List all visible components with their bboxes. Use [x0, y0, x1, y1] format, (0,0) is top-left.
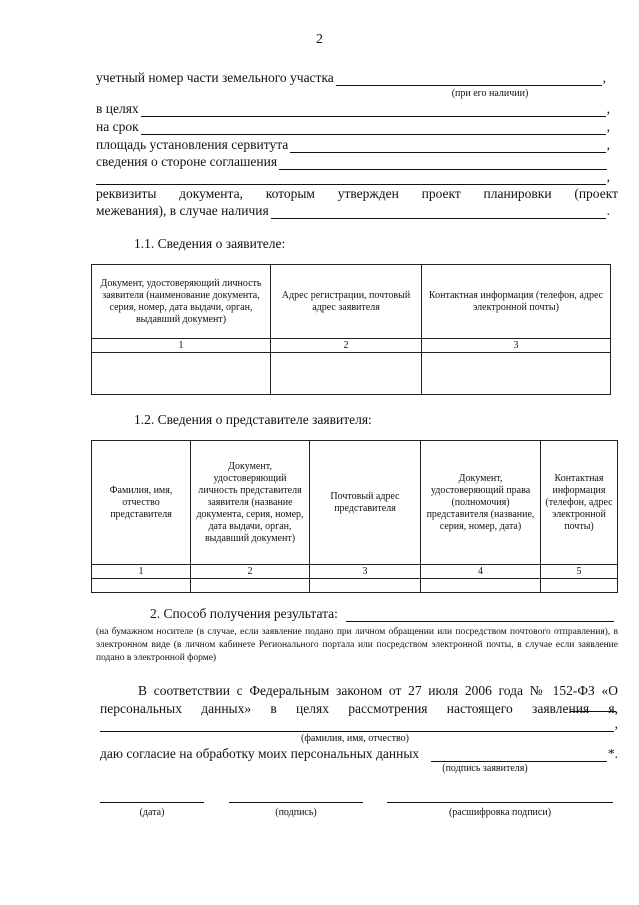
- applicant-table: [91, 264, 611, 395]
- table-number-cell: 5: [541, 565, 618, 579]
- table-cell: [191, 579, 310, 593]
- field-underline: [346, 609, 614, 622]
- field-punctuation: ,: [606, 119, 610, 134]
- table-header-cell: Документ, удостоверяющий личность заявителя (наименование документа, серия, номер, дата выдачи, орган, выдавший документ): [92, 265, 271, 339]
- table-cell: [422, 353, 611, 395]
- table-number-cell: 2: [191, 565, 310, 579]
- field-underline: [290, 140, 605, 153]
- table-header-cell: Фамилия, имя, отчество представителя: [92, 441, 191, 565]
- planning-line-1: реквизиты документа, которым утвержден проект планировки (проект: [96, 186, 618, 201]
- field-label: 2. Способ получения результата:: [150, 606, 338, 621]
- field-underline: [141, 104, 606, 117]
- field-label: сведения о стороне соглашения: [96, 154, 278, 169]
- table-header-cell: Контактная информация (телефон, адрес электронной почты): [422, 265, 611, 339]
- field-label: межевания), в случае наличия: [96, 203, 269, 218]
- field-underline: [271, 206, 606, 219]
- field-underline: [141, 122, 606, 135]
- field-punctuation: ,: [614, 716, 618, 731]
- table-row: [92, 353, 611, 395]
- consent-name-start-line: [570, 711, 616, 712]
- table-header-cell: Документ, удостоверяющий права (полномочия) представителя (название, серия, номер, дата): [421, 441, 541, 565]
- table-number-cell: 1: [92, 339, 271, 353]
- table-header-cell: Документ, удостоверяющий личность представителя заявителя (название документа, серия, номер, дата выдачи, орган, выдавший документ): [191, 441, 310, 565]
- table-header-cell: Контактная информация (телефон, адрес электронной почты): [541, 441, 618, 565]
- field-label: учетный номер части земельного участка: [96, 70, 334, 85]
- field-consent-agree: [100, 746, 618, 762]
- field-label: в целях: [96, 101, 139, 116]
- table-header-row: [92, 265, 611, 339]
- table-header-row: [92, 441, 618, 565]
- table-header-cell: Адрес регистрации, почтовый адрес заявителя: [271, 265, 422, 339]
- table-number-cell: 1: [92, 565, 191, 579]
- field-term: [96, 119, 610, 135]
- field-punctuation: ,: [606, 169, 610, 184]
- field-underline: [431, 749, 607, 762]
- table-number-row: [92, 339, 611, 353]
- result-method-note: (на бумажном носителе (в случае, если заявление подано при личном обращении или посредством почтового отправления), в электронном виде (в личном кабинете Регионального портала или посредством электронной почты, в случае если заявление подано в электронной форме): [96, 627, 618, 663]
- representative-table: [91, 440, 618, 593]
- table-cell: [92, 353, 271, 395]
- field-underline: [100, 719, 614, 732]
- field-result-method: [150, 606, 614, 622]
- field-label: даю согласие на обработку моих персональных данных: [100, 746, 420, 761]
- field-blank-line: [96, 169, 610, 185]
- signature-caption: (подпись): [275, 807, 317, 818]
- field-underline: [96, 172, 606, 185]
- field-punctuation: ,: [606, 101, 610, 116]
- field-punctuation: .: [606, 203, 610, 218]
- transcript-line: [387, 802, 613, 803]
- date-line: [100, 802, 204, 803]
- date-caption: (дата): [139, 807, 165, 818]
- table-number-cell: 3: [422, 339, 611, 353]
- table-cell: [310, 579, 421, 593]
- table-cell: [541, 579, 618, 593]
- page-number: 2: [316, 32, 323, 47]
- field-party: [96, 154, 608, 170]
- field-purpose: [96, 101, 610, 117]
- table-cell: [271, 353, 422, 395]
- table-row: [92, 579, 618, 593]
- field-hint: (при его наличии): [451, 88, 529, 99]
- field-cadastral-part: [96, 70, 606, 86]
- field-punctuation: ,: [602, 70, 606, 85]
- table-cell: [421, 579, 541, 593]
- transcript-caption: (расшифровка подписи): [448, 807, 552, 818]
- field-consent-name: [100, 716, 618, 732]
- field-punctuation: ,: [606, 137, 610, 152]
- field-hint: (подпись заявителя): [442, 763, 528, 774]
- table-number-row: [92, 565, 618, 579]
- field-label: площадь установления сервитута: [96, 137, 289, 152]
- field-label: на срок: [96, 119, 139, 134]
- section-title-representative: 1.2. Сведения о представителе заявителя:: [134, 412, 372, 427]
- section-title-applicant: 1.1. Сведения о заявителе:: [134, 236, 286, 251]
- field-punctuation: *.: [607, 746, 618, 761]
- table-cell: [92, 579, 191, 593]
- signature-line: [229, 802, 363, 803]
- field-area: [96, 137, 610, 153]
- table-number-cell: 4: [421, 565, 541, 579]
- table-number-cell: 3: [310, 565, 421, 579]
- table-header-cell: Почтовый адрес представителя: [310, 441, 421, 565]
- consent-text: В соответствии с Федеральным законом от 27 июля 2006 года № 152-ФЗ «О персональных данных» в целях рассмотрения настоящего заявления я,: [100, 683, 618, 716]
- field-planning: [96, 203, 610, 219]
- field-underline: [336, 73, 602, 86]
- field-hint: (фамилия, имя, отчество): [301, 733, 409, 744]
- table-number-cell: 2: [271, 339, 422, 353]
